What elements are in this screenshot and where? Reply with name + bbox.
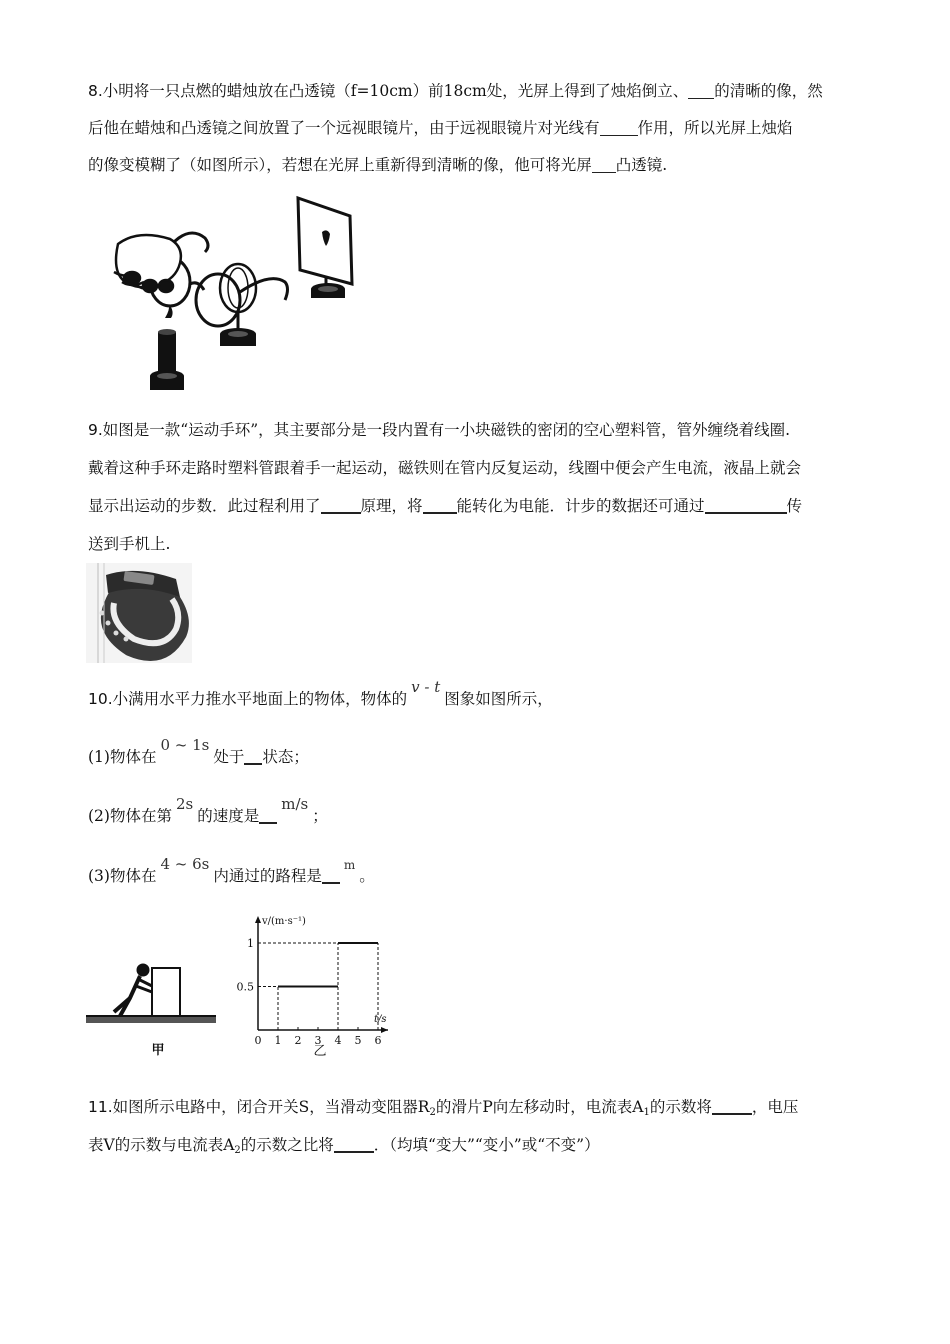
q8-line-2 [88, 109, 868, 147]
q10-p2-unit: m/s [281, 795, 309, 813]
y-tick-label: 0.5 [236, 980, 254, 994]
q10-blank-3[interactable] [322, 865, 340, 884]
q9-text-7: 送到手机上. [88, 535, 171, 553]
q9-text-4: 原理，将 [360, 497, 423, 515]
q11-text-6: 的示数之比将 [240, 1136, 334, 1154]
q10-p3-unit: m [343, 858, 356, 872]
q10-blank-1[interactable] [244, 746, 262, 765]
q9-number: 9. [88, 421, 103, 439]
q8-blank-2[interactable] [600, 118, 638, 136]
q9-line-2 [88, 449, 868, 487]
q8-text-4: 作用，所以光屏上烛焰 [637, 119, 793, 137]
x-tick-label: 5 [354, 1034, 362, 1047]
vt-chart [228, 912, 410, 1062]
hand-icon [114, 235, 181, 292]
q10-number: 10. [88, 690, 113, 708]
q9-text-2: 戴着这种手环走路时塑料管跟着手一起运动，磁铁则在管内反复运动，线圈中便会产生电流，液晶上就会 [88, 459, 802, 477]
box-icon [152, 968, 180, 1016]
figure-yi-label: 乙 [313, 1044, 327, 1059]
q10-p3-text-2: 内通过的路程是 [213, 867, 322, 885]
q9-text-3: 显示出运动的步数．此过程利用了 [88, 497, 321, 515]
x-axis-label: t/s [374, 1014, 387, 1025]
q8-text-1: 小明将一只点燃的蜡烛放在凸透镜（f=10cm）前18cm处，光屏上得到了烛焰倒立、 [102, 82, 689, 100]
q11-text-7: ．（均填“变大”“变小”或“不变”） [373, 1136, 600, 1154]
q11-text-3: 的示数将 [649, 1098, 712, 1116]
q10-push-figure [86, 958, 218, 1062]
y-tick-label: 1 [247, 937, 254, 950]
pushing-person-icon [114, 964, 152, 1016]
q11-blank-1[interactable] [712, 1096, 752, 1115]
q11-text-5: 表V的示数与电流表A [88, 1136, 235, 1154]
q11-text-2: 的滑片P向左移动时，电流表A [435, 1098, 644, 1116]
q9-text-5: 能转化为电能．计步的数据还可通过 [456, 497, 705, 515]
q9-blank-3[interactable] [705, 495, 787, 514]
q10-p2-value: 2s [175, 795, 194, 813]
y-axis-arrow [255, 916, 261, 923]
q10-p1-text-3: 状态； [262, 748, 309, 766]
q9-line-3 [88, 487, 868, 525]
x-tick-label: 6 [374, 1034, 382, 1047]
x-tick-label: 3 [314, 1034, 322, 1047]
q11-sub-1: 2 [429, 1107, 436, 1118]
q10-p3-range: 4 ~ 6s [160, 855, 210, 873]
q10-part-2 [88, 797, 868, 835]
q9-text-6: 传 [786, 497, 803, 515]
q9-blank-2[interactable] [423, 495, 457, 514]
q10-vt-symbol: v - t [411, 678, 441, 696]
q9-fitness-band-figure [86, 563, 192, 663]
q8-optics-figure [108, 192, 368, 398]
q10-p2-text-3: ； [312, 807, 328, 825]
q10-p1-range: 0 ~ 1s [160, 736, 210, 754]
q11-sub-3: 2 [234, 1145, 241, 1156]
q11-sub-2: 1 [643, 1107, 650, 1118]
q10-part-1 [88, 738, 868, 776]
q8-text-5: 的像变模糊了（如图所示），若想在光屏上重新得到清晰的像，他可将光屏 [88, 156, 592, 174]
y-axis-label: v/(m·s⁻¹) [262, 916, 306, 927]
candle-icon [150, 304, 184, 390]
q8-line-1 [88, 72, 868, 110]
q8-text-6: 凸透镜. [615, 156, 668, 174]
figure-jia-label: 甲 [151, 1043, 165, 1058]
q10-p2-text-2: 的速度是 [197, 807, 260, 825]
light-screen-icon [298, 198, 352, 298]
q11-blank-2[interactable] [334, 1134, 374, 1153]
ground-icon [86, 1016, 216, 1023]
q10-p3-text-1: (3)物体在 [88, 867, 157, 885]
q9-blank-1[interactable] [321, 495, 361, 514]
q8-text-3: 后他在蜡烛和凸透镜之间放置了一个远视眼镜片，由于远视眼镜片对光线有 [88, 119, 600, 137]
x-tick-label: 4 [334, 1034, 342, 1047]
x-tick-label: 0 [254, 1034, 262, 1047]
q11-text-1: 如图所示电路中，闭合开关S，当滑动变阻器R [112, 1098, 430, 1116]
q11-text-4: ，电压 [751, 1098, 799, 1116]
x-tick-label: 2 [294, 1034, 302, 1047]
q8-text-2: 的清晰的像，然 [714, 82, 823, 100]
q10-p3-text-3: 。 [359, 867, 375, 885]
q8-blank-1[interactable] [688, 81, 714, 99]
x-tick-label: 1 [274, 1034, 282, 1047]
q10-text-2: 图象如图所示， [444, 690, 553, 708]
q10-p1-text-1: (1)物体在 [88, 748, 157, 766]
q10-blank-2[interactable] [259, 805, 277, 824]
q10-text-1: 小满用水平力推水平地面上的物体，物体的 [112, 690, 408, 708]
q10-p2-text-1: (2)物体在第 [88, 807, 172, 825]
q8-line-3 [88, 146, 868, 184]
q11-line-2 [88, 1126, 868, 1170]
q9-line-1 [88, 411, 868, 449]
q10-intro [88, 680, 868, 718]
x-axis-arrow [381, 1027, 388, 1033]
q9-line-4 [88, 525, 868, 563]
q10-part-3 [88, 857, 868, 896]
q11-number: 11. [88, 1098, 113, 1116]
q8-number: 8. [88, 82, 103, 100]
q10-p1-text-2: 处于 [213, 748, 245, 766]
q8-blank-3[interactable] [592, 155, 616, 173]
q9-text-1: 如图是一款“运动手环”，其主要部分是一段内置有一小块磁铁的密闭的空心塑料管，管外缠绕着线圈. [102, 421, 791, 439]
